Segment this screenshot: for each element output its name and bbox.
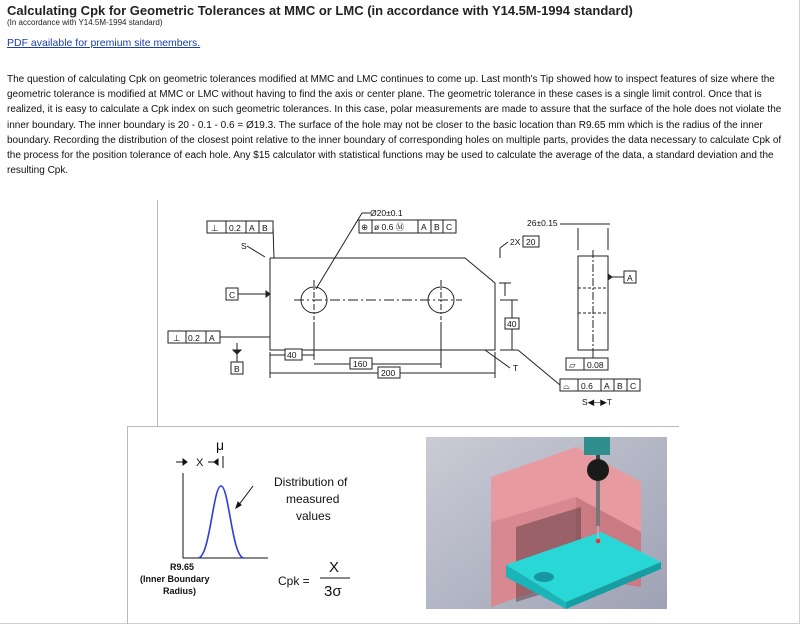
radius-label-3: Radius): [163, 586, 197, 596]
fcf-perp-left-datum-a: A: [209, 333, 215, 343]
hole-diameter-dim: Ø20±0.1: [370, 208, 403, 218]
fcf-position-datum-b: B: [434, 222, 440, 232]
article-paragraph: The question of calculating Cpk on geometric tolerances modified at MMC and LMC continues to come up. Last month's Tip showed how to inspect features of size where the geometric tolerance is modified at MMC or LMC without having to find the axis or center plane. The geometric tolerance in these cases is a single limit control. Once that is realized, it is easy to calculate a Cpk index on such geometric tolerances. In this case, polar measurements are made to assure that the surface of the hole does not violate the inner boundary. The inner boundary is 20 - 0.1 - 0.6 = Ø19.3. The surface of the hole may not be closer to the basic location than R9.65 mm which is the radius of the inner boundary. Recording the distribution of the closest point relative to the inner boundary of corresponding holes on multiple parts, provides the data necessary to calculate Cpk of the process for the position tolerance of each hole. Any $15 calculator with statistical functions may be used to calculate the average of the data, a standard deviation and the resulting Cpk.: [7, 74, 782, 177]
fcf-perp-top-datum-b: B: [262, 223, 268, 233]
datum-a-label: A: [627, 273, 633, 283]
fcf-position-datum-c: C: [446, 222, 453, 232]
fcf-profile-datum-c: C: [630, 381, 637, 391]
page-title: Calculating Cpk for Geometric Tolerances at MMC or LMC (in accordance with Y14.5M-1994 standard): [7, 3, 633, 18]
dim-20: 20: [526, 237, 536, 247]
fcf-position-tol: ø 0.6 Ⓜ: [374, 222, 405, 232]
radius-label-1: R9.65: [170, 562, 195, 572]
cpk-label: Cpk =: [278, 574, 310, 588]
fcf-profile-symbol: ⌓: [563, 381, 570, 391]
fcf-perp-top-datum-a: A: [249, 223, 255, 233]
label-t: T: [513, 363, 519, 373]
page-subtitle: (In accordance with Y14.5M-1994 standard): [7, 18, 163, 27]
fcf-perp-top-symbol: ⊥: [211, 223, 219, 233]
width-dim: 26±0.15: [527, 218, 558, 228]
datum-b-label: B: [234, 364, 240, 374]
label-s: S: [241, 241, 247, 251]
mu-label: μ: [216, 437, 225, 453]
fcf-perp-left-symbol: ⊥: [173, 333, 181, 343]
fcf-position-symbol: ⊕: [361, 222, 369, 232]
cpk-numerator: X: [329, 559, 340, 576]
distribution-sketch: [128, 428, 423, 624]
cpk-denominator: 3σ: [324, 583, 342, 600]
distribution-caption-3: values: [296, 509, 331, 523]
dim-40-right: 40: [507, 319, 517, 329]
radius-label-2: (Inner Boundary: [140, 574, 210, 584]
fcf-profile-tol: 0.6: [581, 381, 593, 391]
dim-200: 200: [381, 368, 396, 378]
dim-40-left: 40: [287, 350, 297, 360]
distribution-caption-2: measured: [286, 492, 340, 506]
distribution-caption-1: Distribution of: [274, 475, 348, 489]
s-to-t-label: S◀─▶T: [582, 397, 612, 407]
fcf-flat-symbol: ▱: [569, 360, 576, 370]
x-label: X: [196, 457, 204, 469]
fcf-profile-datum-b: B: [617, 381, 623, 391]
cmm-probe-illustration: [426, 437, 667, 609]
fcf-position-datum-a: A: [421, 222, 427, 232]
dim-160: 160: [353, 359, 368, 369]
fcf-flat-tol: 0.08: [587, 360, 604, 370]
fcf-perp-left-tol: 0.2: [188, 333, 200, 343]
fcf-profile-datum-a: A: [604, 381, 610, 391]
count-2x: 2X: [510, 237, 521, 247]
pdf-link[interactable]: PDF available for premium site members.: [7, 37, 201, 49]
fcf-perp-top-tol: 0.2: [229, 223, 241, 233]
distribution-curve: [198, 486, 244, 558]
datum-c-label: C: [229, 290, 236, 300]
